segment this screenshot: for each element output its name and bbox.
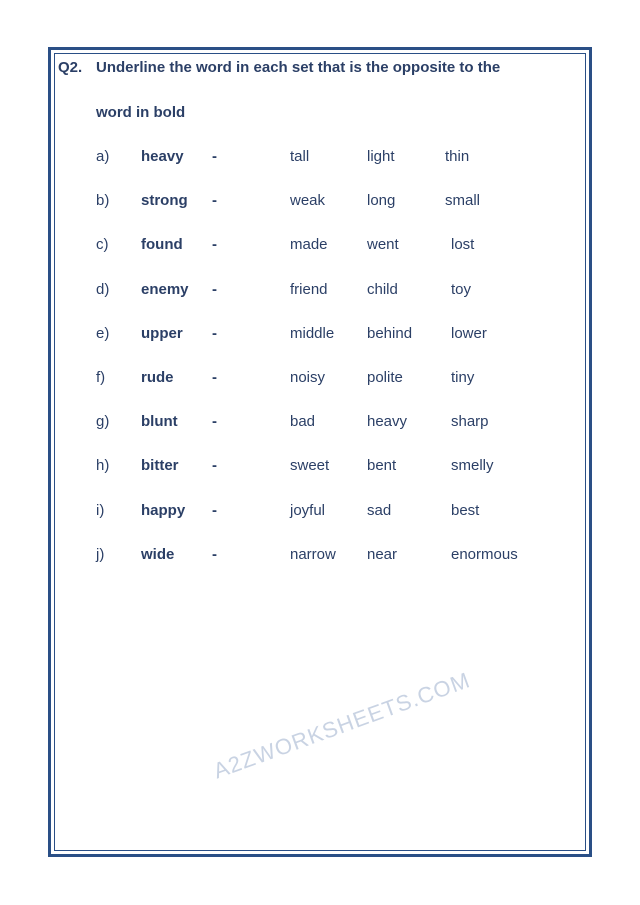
- bold-word: heavy: [141, 148, 184, 165]
- option-word[interactable]: made: [290, 236, 328, 253]
- dash: -: [212, 148, 217, 165]
- option-word[interactable]: sweet: [290, 457, 330, 474]
- option-word[interactable]: bad: [290, 413, 316, 430]
- option-word[interactable]: lower: [451, 325, 487, 342]
- option-word[interactable]: noisy: [290, 369, 326, 386]
- question-number: Q2.: [58, 59, 83, 76]
- question-item: [0, 281, 640, 301]
- question-item: [0, 148, 640, 168]
- option-word[interactable]: bent: [367, 457, 397, 474]
- item-label: j): [96, 546, 105, 563]
- dash: -: [212, 281, 217, 298]
- question-item: [0, 457, 640, 477]
- bold-word: found: [141, 236, 183, 253]
- option-word[interactable]: sharp: [451, 413, 489, 430]
- option-word[interactable]: light: [367, 148, 395, 165]
- dash: -: [212, 369, 217, 386]
- watermark: A2ZWORKSHEETS.COM: [210, 667, 474, 784]
- bold-word: upper: [141, 325, 183, 342]
- option-word[interactable]: smelly: [451, 457, 494, 474]
- bold-word: bitter: [141, 457, 179, 474]
- dash: -: [212, 502, 217, 519]
- option-word[interactable]: thin: [445, 148, 470, 165]
- question-item: [0, 413, 640, 433]
- question-item: [0, 325, 640, 345]
- bold-word: happy: [141, 502, 186, 519]
- dash: -: [212, 325, 217, 342]
- option-word[interactable]: polite: [367, 369, 403, 386]
- option-word[interactable]: went: [367, 236, 399, 253]
- item-label: a): [96, 148, 110, 165]
- bold-word: wide: [141, 546, 175, 563]
- question-item: [0, 236, 640, 256]
- option-word[interactable]: best: [451, 502, 480, 519]
- bold-word: rude: [141, 369, 174, 386]
- bold-word: strong: [141, 192, 188, 209]
- dash: -: [212, 192, 217, 209]
- dash: -: [212, 413, 217, 430]
- bold-word: enemy: [141, 281, 189, 298]
- bold-word: blunt: [141, 413, 178, 430]
- option-word[interactable]: long: [367, 192, 396, 209]
- option-word[interactable]: weak: [290, 192, 326, 209]
- item-label: i): [96, 502, 105, 519]
- option-word[interactable]: narrow: [290, 546, 336, 563]
- option-word[interactable]: heavy: [367, 413, 408, 430]
- item-label: f): [96, 369, 106, 386]
- option-word[interactable]: lost: [451, 236, 475, 253]
- option-word[interactable]: toy: [451, 281, 472, 298]
- item-label: c): [96, 236, 109, 253]
- question-item: [0, 192, 640, 212]
- item-label: e): [96, 325, 110, 342]
- option-word[interactable]: child: [367, 281, 398, 298]
- option-word[interactable]: small: [445, 192, 481, 209]
- option-word[interactable]: middle: [290, 325, 335, 342]
- item-label: b): [96, 192, 110, 209]
- question-item: [0, 369, 640, 389]
- dash: -: [212, 457, 217, 474]
- question-item: [0, 502, 640, 522]
- option-word[interactable]: friend: [290, 281, 328, 298]
- instruction-line-1: Underline the word in each set that is the opposite to the: [96, 59, 501, 76]
- option-word[interactable]: behind: [367, 325, 413, 342]
- item-label: g): [96, 413, 110, 430]
- option-word[interactable]: tall: [290, 148, 310, 165]
- option-word[interactable]: enormous: [451, 546, 518, 563]
- item-label: d): [96, 281, 110, 298]
- option-word[interactable]: tiny: [451, 369, 475, 386]
- question-item: [0, 546, 640, 566]
- option-word[interactable]: joyful: [290, 502, 326, 519]
- dash: -: [212, 236, 217, 253]
- item-label: h): [96, 457, 110, 474]
- option-word[interactable]: sad: [367, 502, 392, 519]
- instruction-line-2: word in bold: [96, 104, 186, 121]
- option-word[interactable]: near: [367, 546, 398, 563]
- dash: -: [212, 546, 217, 563]
